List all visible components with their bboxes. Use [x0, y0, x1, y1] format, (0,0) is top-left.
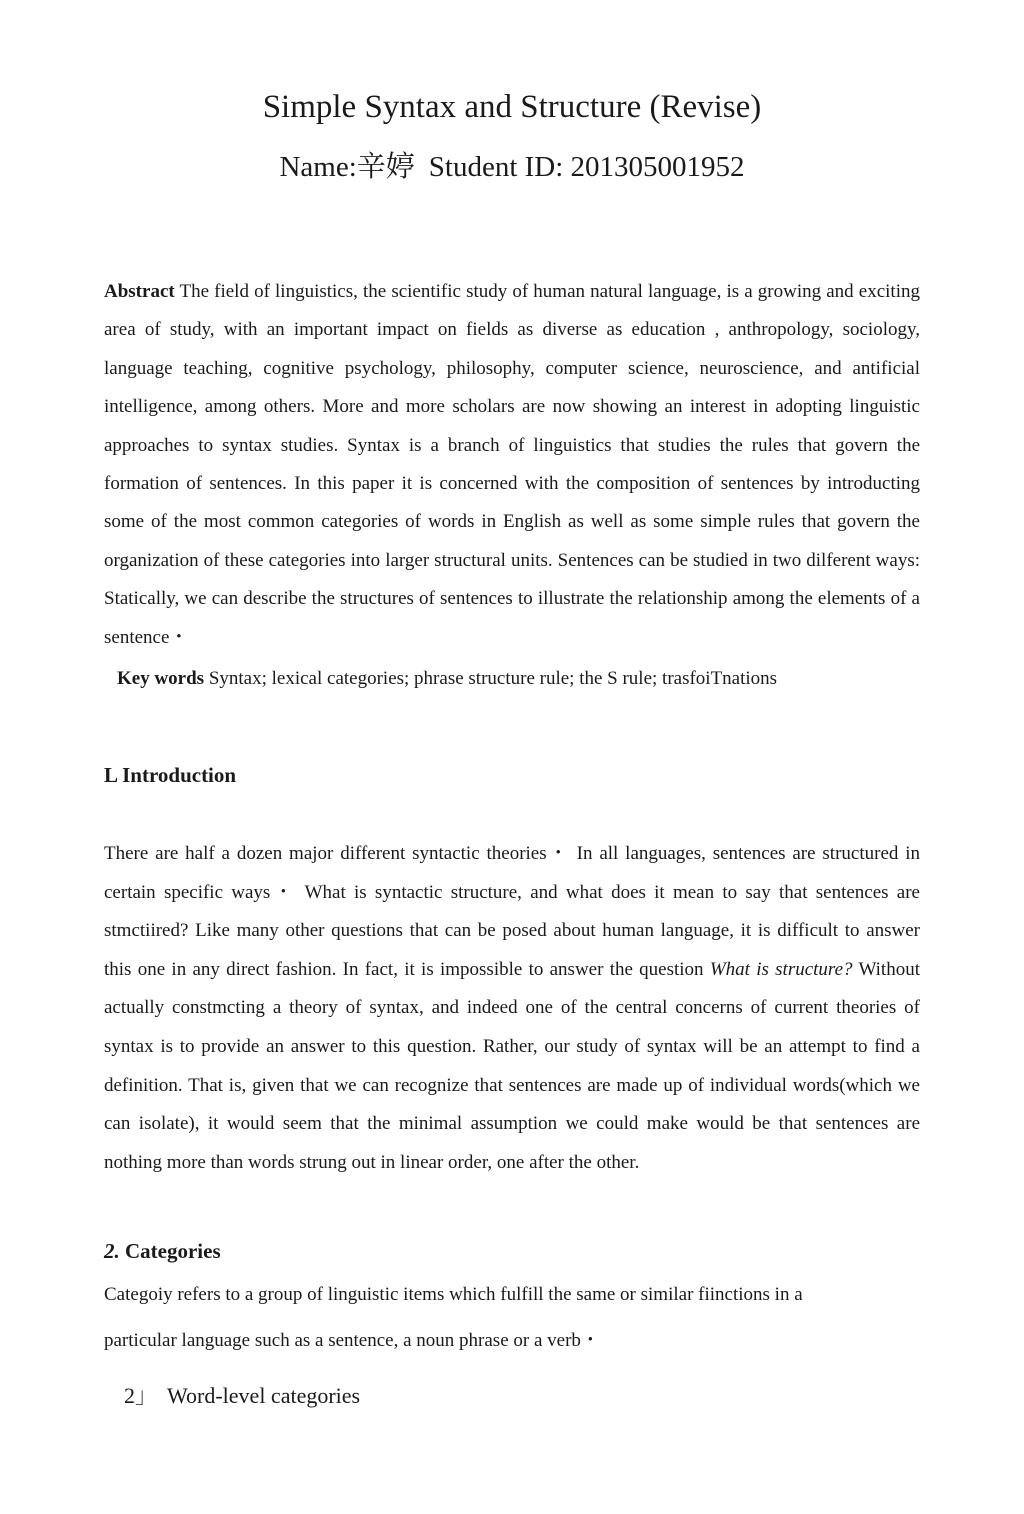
student-name: Name:辛婷	[279, 151, 415, 183]
abstract-label: Abstract	[104, 281, 175, 302]
introduction-paragraph	[104, 835, 920, 1182]
abstract-paragraph	[104, 273, 920, 657]
abstract-text: The field of linguistics, the scientific study of human natural language, is a growing and exciting area of study, with an important impact on fields as diverse as education , anthropology, sociology, language teaching, cognitive psychology, philosophy, computer science, neuroscience, and antificial intelligence, among others. More and more scholars are now showing an interest in adopting linguistic approaches to syntax studies. Syntax is a branch of linguistics that studies the rules that govern the formation of sentences. In this paper it is concerned with the composition of sentences by introducting some of the most common categories of words in English as well as some simple rules that govern the organization of these categories into larger structural units. Sentences can be studied in two dilferent ways: Statically, we can describe the structures of sentences to illustrate the relationship among the elements of a sentence・	[104, 281, 920, 648]
keywords-line	[117, 664, 777, 694]
subsection-title: Word-level categories	[167, 1383, 361, 1408]
section-title: Categories	[125, 1239, 221, 1263]
keywords-text: Syntax; lexical categories; phrase structure rule; the S rule; trasfoiTnations	[208, 668, 778, 689]
section-heading-introduction: L Introduction	[104, 763, 237, 787]
intro-italic-phrase: What is structure?	[709, 958, 853, 980]
subsection-heading	[124, 1381, 360, 1411]
section-number: 2.	[104, 1239, 120, 1263]
categories-line-2: particular language such as a sentence, a noun phrase or a verb・	[104, 1330, 600, 1351]
intro-text-part2: Without actually constmcting a theory of syntax, and indeed one of the central concerns of current theories of syntax is to provide an answer to this question. Rather, our study of syntax will be an attempt to find a definition. That is, given that we can recognize that sentences are made up of individual words(which we can isolate), it would seem that the minimal assumption we could make would be that sentences are nothing more than words strung out in linear order, one after the other.	[104, 958, 920, 1173]
paper-title: Simple Syntax and Structure (Revise)	[262, 89, 762, 125]
subsection-number: 2」	[124, 1383, 158, 1408]
section-heading-categories	[104, 1236, 221, 1266]
author-line	[0, 150, 1024, 185]
categories-line-1: Categoiy refers to a group of linguistic items which fulfill the same or similar fiinctions in a	[104, 1284, 803, 1305]
intro-text-part1: There are half a dozen major different syntactic theories・ In all languages, sentences are structured in certain specific ways・ What is syntactic structure, and what does it mean to say that sentences are stmctiired? Like many other questions that can be posed about human language, it is difficult to answer this one in any direct fashion. In fact, it is impossible to answer the question	[104, 843, 920, 980]
keywords-label: Key words	[117, 668, 205, 689]
student-id: Student ID: 201305001952	[428, 151, 745, 183]
